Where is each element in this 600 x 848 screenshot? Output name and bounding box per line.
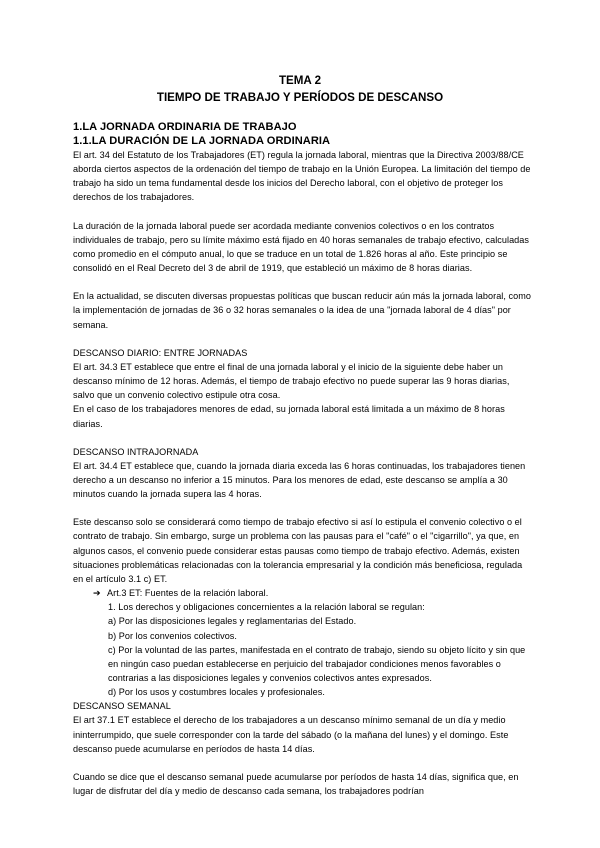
- arrow-list-item: [93, 586, 533, 600]
- arrow-icon: ➔: [93, 588, 101, 599]
- section-descanso-diario: DESCANSO DIARIO: ENTRE JORNADAS: [73, 347, 248, 358]
- sub-item-a: a) Por las disposiciones legales y reglamentarias del Estado.: [108, 616, 357, 627]
- heading-section-1: 1.LA JORNADA ORDINARIA DE TRABAJO: [73, 121, 297, 133]
- sub-item-b: b) Por los convenios colectivos.: [108, 630, 237, 641]
- document-body: [73, 120, 533, 798]
- paragraph-8: El art 37.1 ET establece el derecho de los trabajadores a un descanso mínimo semanal de un día y medio ininterrumpido, que suele corresponder con la tarde del sábado (o la mañana del lunes) y el domingo. Este descanso puede acumularse en períodos de hasta 14 días.: [73, 715, 509, 754]
- paragraph-4: El art. 34.3 ET establece que entre el final de una jornada laboral y el inicio de la siguiente debe haber un descanso mínimo de 12 horas. Además, el tiempo de trabajo efectivo no puede superar las 9 horas diarias, salvo que un convenio colectivo estipule otra cosa.: [73, 361, 510, 401]
- tema-subtitle: TIEMPO DE TRABAJO Y PERÍODOS DE DESCANSO: [156, 91, 444, 104]
- sub-item-d: d) Por los usos y costumbres locales y profesionales.: [108, 687, 325, 698]
- paragraph-5: En el caso de los trabajadores menores de edad, su jornada laboral está limitada a un máximo de 8 horas diarias.: [73, 404, 505, 429]
- sub-item-c: c) Por la voluntad de las partes, manifestada en el contrato de trabajo, siendo su objeto lícito y sin que en ningún caso puedan establecerse en perjuicio del trabajador condiciones menos favorables o contrarias a las disposiciones legales y convenios colectivos antes expresados.: [108, 644, 526, 683]
- tema-title: TEMA 2: [278, 74, 322, 87]
- heading-section-1-1: 1.1.LA DURACIÓN DE LA JORNADA ORDINARIA: [73, 135, 331, 147]
- sub-item-1: 1. Los derechos y obligaciones concernientes a la relación laboral se regulan:: [108, 602, 425, 613]
- paragraph-2: La duración de la jornada laboral puede ser acordada mediante convenios colectivos o en los contratos individuales de trabajo, pero su límite máximo está fijado en 40 horas semanales de trabajo efectivo, calculadas como promedio en el cómputo anual, lo que se traduce en un total de 1.826 horas al año. Este principio se consolidó en el Real Decreto del 3 de abril de 1919, que estableció un máximo de 8 horas diarias.: [73, 220, 529, 274]
- section-descanso-intrajornada: DESCANSO INTRAJORNADA: [73, 446, 199, 457]
- paragraph-3: En la actualidad, se discuten diversas propuestas políticas que buscan reducir aún más la jornada laboral, como la implementación de jornadas de 36 o 32 horas semanales o la idea de una "jornada laboral de 4 días" por semana.: [73, 291, 531, 330]
- title-block: [0, 72, 600, 106]
- paragraph-7: Este descanso solo se considerará como tiempo de trabajo efectivo si así lo estipula el convenio colectivo o el contrato de trabajo. Sin embargo, surge un problema con las pausas para el "café" o el "cigarrillo", ya que, en algunos casos, el convenio puede considerar estas pausas como tiempo de trabajo efectivo. Además, existen situaciones problemáticas relacionadas con la tolerancia empresarial y la condición más beneficiosa, regulada en el artículo 3.1 c) ET.: [73, 517, 523, 584]
- paragraph-6: El art. 34.4 ET establece que, cuando la jornada diaria exceda las 6 horas continuadas, los trabajadores tienen derecho a un descanso no inferior a 15 minutos. Para los menores de edad, este descanso se amplía a 30 minutos cuando la jornada supera las 4 horas.: [73, 460, 526, 500]
- paragraph-9: Cuando se dice que el descanso semanal puede acumularse por períodos de hasta 14 días, significa que, en lugar de disfrutar del día y medio de descanso cada semana, los trabajadores podrían: [73, 771, 519, 797]
- arrow-item-text: Art.3 ET: Fuentes de la relación laboral.: [107, 588, 269, 599]
- section-descanso-semanal: DESCANSO SEMANAL: [73, 701, 171, 712]
- paragraph-1: El art. 34 del Estatuto de los Trabajadores (ET) regula la jornada laboral, mientras que la Directiva 2003/88/CE aborda ciertos aspectos de la ordenación del tiempo de trabajo en la Unión Europea. La limitación del tiempo de trabajo ha sido un tema fundamental desde los inicios del Derecho laboral, con el objetivo de proteger los derechos de los trabajadores.: [73, 150, 531, 203]
